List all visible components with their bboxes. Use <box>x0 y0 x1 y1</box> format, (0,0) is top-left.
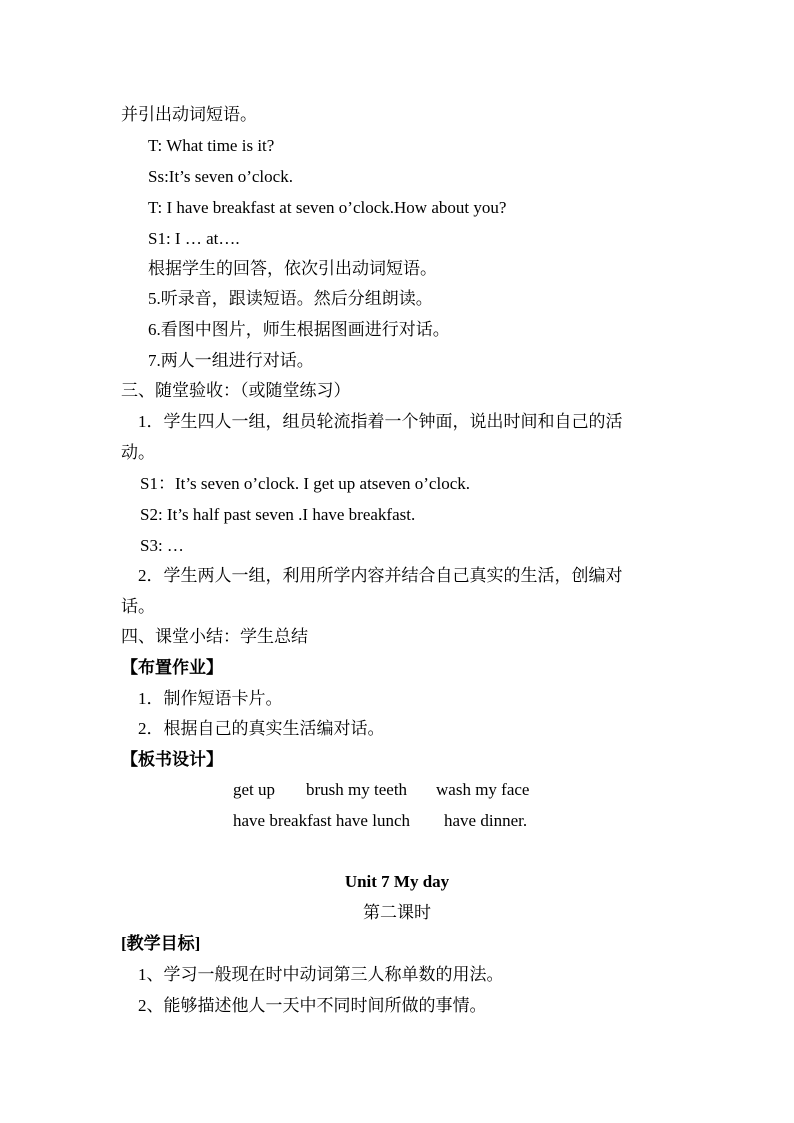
section-3-item-1-line-2: 动。 <box>121 443 155 462</box>
step-line-4: 7.两人一组进行对话。 <box>148 351 314 370</box>
dialogue-line-4: S1: I … at…. <box>148 229 240 248</box>
board-row-2 <box>233 810 553 832</box>
homework-item-1: 1．制作短语卡片。 <box>138 689 283 708</box>
section-3-item-2-line-1: 2．学生两人一组，利用所学内容并结合自己真实的生活，创编对 <box>138 566 623 585</box>
objective-item-2: 2、能够描述他人一天中不同时间所做的事情。 <box>138 996 487 1015</box>
objectives-heading: [教学目标] <box>121 934 201 953</box>
board-row-1 <box>233 779 553 801</box>
step-line-1: 根据学生的回答，依次引出动词短语。 <box>148 259 437 278</box>
section-3-dialogue-line-1: S1：It’s seven o’clock. I get up atseven o’clock. <box>140 474 470 493</box>
board-phrase-wash-face: wash my face <box>436 780 530 799</box>
section-3-dialogue-line-2: S2: It’s half past seven .I have breakfast. <box>140 505 416 524</box>
section-3-item-1-line-1: 1．学生四人一组，组员轮流指着一个钟面，说出时间和自己的活 <box>138 412 623 431</box>
step-line-3: 6.看图中图片，师生根据图画进行对话。 <box>148 320 450 339</box>
homework-item-2: 2．根据自己的真实生活编对话。 <box>138 719 385 738</box>
homework-heading: 【布置作业】 <box>121 658 223 677</box>
board-phrase-breakfast-lunch: have breakfast have lunch <box>233 811 410 830</box>
dialogue-line-1: T: What time is it? <box>148 136 275 155</box>
section-3-dialogue-line-3: S3: … <box>140 536 184 555</box>
unit-title: Unit 7 My day <box>344 872 450 891</box>
board-phrase-brush-teeth: brush my teeth <box>306 780 408 799</box>
intro-text: 并引出动词短语。 <box>121 105 257 124</box>
section-3-item-2-line-2: 话。 <box>121 597 155 616</box>
step-line-2: 5.听录音，跟读短语。然后分组朗读。 <box>148 289 433 308</box>
dialogue-line-3: T: I have breakfast at seven o’clock.How about you? <box>148 198 507 217</box>
board-heading: 【板书设计】 <box>121 750 223 769</box>
objective-item-1: 1、学习一般现在时中动词第三人称单数的用法。 <box>138 965 504 984</box>
board-phrase-get-up: get up <box>233 780 276 799</box>
section-4-title: 四、课堂小结：学生总结 <box>121 627 308 646</box>
section-3-title: 三、随堂验收：（或随堂练习） <box>121 381 351 400</box>
board-phrase-dinner: have dinner. <box>444 811 528 830</box>
dialogue-line-2: Ss:It’s seven o’clock. <box>148 167 293 186</box>
unit-subtitle: 第二课时 <box>363 903 431 922</box>
